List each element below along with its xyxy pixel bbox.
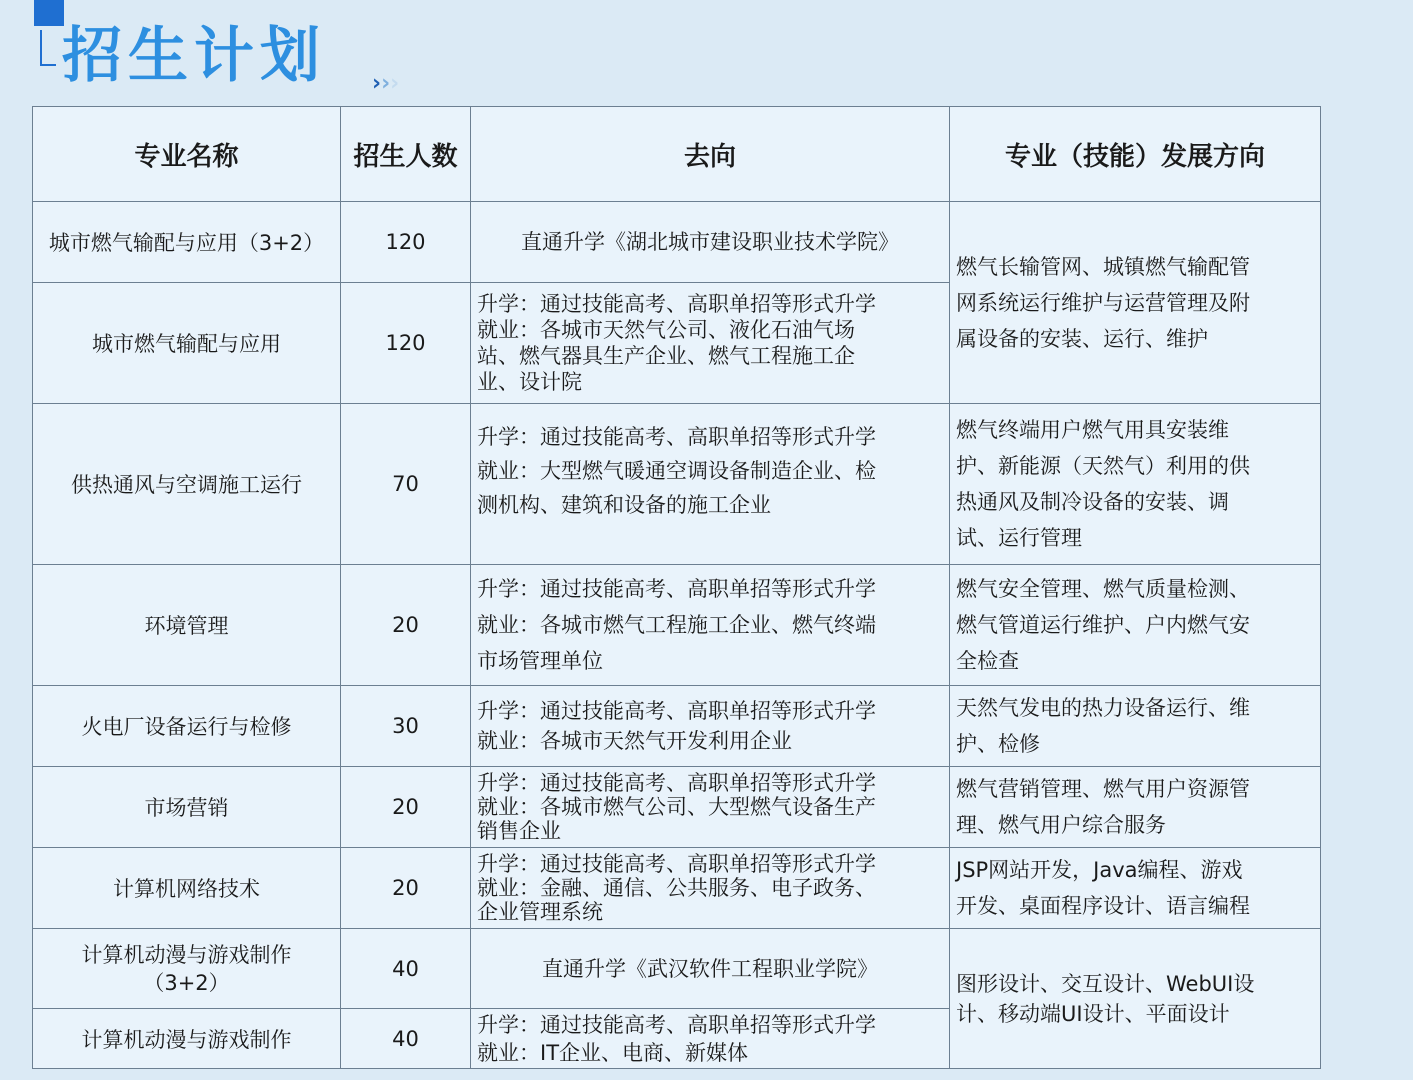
enrollment-plan-table xyxy=(32,106,1321,1069)
development-line: 热通风及制冷设备的安装、调 xyxy=(956,490,1229,514)
major-name-cell xyxy=(33,1009,341,1069)
destination-line: 就业：各城市燃气工程施工企业、燃气终端 xyxy=(477,613,876,637)
development-line: 天然气发电的热力设备运行、维 xyxy=(956,696,1250,720)
major-name-cell xyxy=(33,929,341,1009)
destination-line: 升学：通过技能高考、高职单招等形式升学 xyxy=(477,425,876,449)
destination-line: 站、燃气器具生产企业、燃气工程施工企 xyxy=(477,344,855,368)
destination-line: 升学：通过技能高考、高职单招等形式升学 xyxy=(477,771,876,795)
development-line: 燃气安全管理、燃气质量检测、 xyxy=(956,577,1250,601)
major-name: 环境管理 xyxy=(144,614,229,638)
development-line: JSP网站开发，Java编程、游戏 xyxy=(956,858,1243,882)
table-row xyxy=(33,929,1321,1009)
development-cell xyxy=(950,404,1321,565)
major-name: 火电厂设备运行与检修 xyxy=(81,715,292,739)
major-name-suffix: （3+2） xyxy=(143,970,230,995)
enrollment-count: 120 xyxy=(341,283,471,404)
development-cell xyxy=(950,686,1321,767)
enrollment-count: 40 xyxy=(341,1009,471,1069)
destination-line: 直通升学《武汉软件工程职业学院》 xyxy=(542,956,878,981)
development-line: 理、燃气用户综合服务 xyxy=(956,813,1166,837)
major-name: 城市燃气输配与应用 xyxy=(92,332,281,356)
major-name-cell xyxy=(33,202,341,283)
destination-cell xyxy=(471,848,950,929)
destination-line: 升学：通过技能高考、高职单招等形式升学 xyxy=(477,1012,876,1037)
table-row xyxy=(33,404,1321,565)
destination-line: 就业：金融、通信、公共服务、电子政务、 xyxy=(477,876,876,900)
destination-line: 就业：各城市天然气公司、液化石油气场 xyxy=(477,318,855,342)
development-line: 燃气管道运行维护、户内燃气安 xyxy=(956,613,1250,637)
header-enrollment-count: 招生人数 xyxy=(341,107,471,202)
enrollment-count: 20 xyxy=(341,565,471,686)
development-line: 网系统运行维护与运营管理及附 xyxy=(956,290,1250,315)
major-name: 计算机动漫与游戏制作 xyxy=(81,942,292,967)
major-name: 城市燃气输配与应用（3+2） xyxy=(48,231,325,255)
development-line: 护、新能源（天然气）利用的供 xyxy=(956,454,1250,478)
major-name-cell xyxy=(33,767,341,848)
development-line: 护、检修 xyxy=(956,732,1040,756)
development-line: 开发、桌面程序设计、语言编程 xyxy=(956,894,1250,918)
table-row xyxy=(33,686,1321,767)
page-header xyxy=(0,0,1413,105)
destination-line: 就业：各城市燃气公司、大型燃气设备生产 xyxy=(477,795,876,819)
decorative-square xyxy=(34,0,64,26)
destination-line: 直通升学《湖北城市建设职业技术学院》 xyxy=(521,230,899,254)
major-name-cell xyxy=(33,848,341,929)
development-line: 燃气营销管理、燃气用户资源管 xyxy=(956,777,1250,801)
enrollment-count: 20 xyxy=(341,767,471,848)
development-cell xyxy=(950,929,1321,1069)
destination-cell xyxy=(471,404,950,565)
header-major-name: 专业名称 xyxy=(33,107,341,202)
major-name: 供热通风与空调施工运行 xyxy=(71,473,302,497)
destination-line: 市场管理单位 xyxy=(477,649,603,673)
development-line: 属设备的安装、运行、维护 xyxy=(956,326,1208,351)
decorative-bracket xyxy=(40,30,56,66)
enrollment-count: 20 xyxy=(341,848,471,929)
table-row xyxy=(33,767,1321,848)
table-row xyxy=(33,202,1321,283)
destination-line: 升学：通过技能高考、高职单招等形式升学 xyxy=(477,852,876,876)
destination-line: 就业：各城市天然气开发利用企业 xyxy=(477,729,792,753)
development-line: 图形设计、交互设计、WebUI设 xyxy=(956,971,1255,996)
enrollment-count: 120 xyxy=(341,202,471,283)
development-line: 试、运行管理 xyxy=(956,526,1082,550)
destination-cell xyxy=(471,686,950,767)
header-development-direction: 专业（技能）发展方向 xyxy=(950,107,1321,202)
chevron-icons xyxy=(372,72,399,96)
destination-line: 就业：IT企业、电商、新媒体 xyxy=(477,1040,749,1065)
destination-line: 测机构、建筑和设备的施工企业 xyxy=(477,493,771,517)
enrollment-count: 70 xyxy=(341,404,471,565)
destination-cell xyxy=(471,1009,950,1069)
chevron-right-icon: › xyxy=(372,71,382,96)
destination-line: 升学：通过技能高考、高职单招等形式升学 xyxy=(477,699,876,723)
destination-cell xyxy=(471,929,950,1009)
destination-line: 销售企业 xyxy=(477,819,561,843)
header-destination: 去向 xyxy=(471,107,950,202)
development-cell xyxy=(950,565,1321,686)
destination-line: 业、设计院 xyxy=(477,370,582,394)
major-name: 市场营销 xyxy=(144,796,229,820)
destination-line: 就业：大型燃气暖通空调设备制造企业、检 xyxy=(477,459,876,483)
major-name-cell xyxy=(33,686,341,767)
destination-cell xyxy=(471,283,950,404)
major-name-cell xyxy=(33,565,341,686)
development-line: 燃气长输管网、城镇燃气输配管 xyxy=(956,254,1250,279)
enrollment-count: 30 xyxy=(341,686,471,767)
development-line: 全检查 xyxy=(956,649,1019,673)
page-title: 招生计划 xyxy=(62,21,326,91)
major-name: 计算机动漫与游戏制作 xyxy=(81,1027,292,1052)
enrollment-count: 40 xyxy=(341,929,471,1009)
development-cell xyxy=(950,202,1321,404)
development-cell xyxy=(950,848,1321,929)
chevron-right-icon: › xyxy=(381,71,391,96)
major-name-cell xyxy=(33,404,341,565)
table-header-row xyxy=(33,107,1321,202)
development-line: 计、移动端UI设计、平面设计 xyxy=(956,1001,1230,1026)
destination-line: 企业管理系统 xyxy=(477,900,603,924)
development-cell xyxy=(950,767,1321,848)
table-row xyxy=(33,848,1321,929)
chevron-right-icon: › xyxy=(390,71,400,96)
destination-line: 升学：通过技能高考、高职单招等形式升学 xyxy=(477,292,876,316)
destination-line: 升学：通过技能高考、高职单招等形式升学 xyxy=(477,577,876,601)
major-name-cell xyxy=(33,283,341,404)
destination-cell xyxy=(471,565,950,686)
development-line: 燃气终端用户燃气用具安装维 xyxy=(956,418,1229,442)
major-name: 计算机网络技术 xyxy=(113,877,260,901)
table-row xyxy=(33,565,1321,686)
destination-cell xyxy=(471,202,950,283)
destination-cell xyxy=(471,767,950,848)
